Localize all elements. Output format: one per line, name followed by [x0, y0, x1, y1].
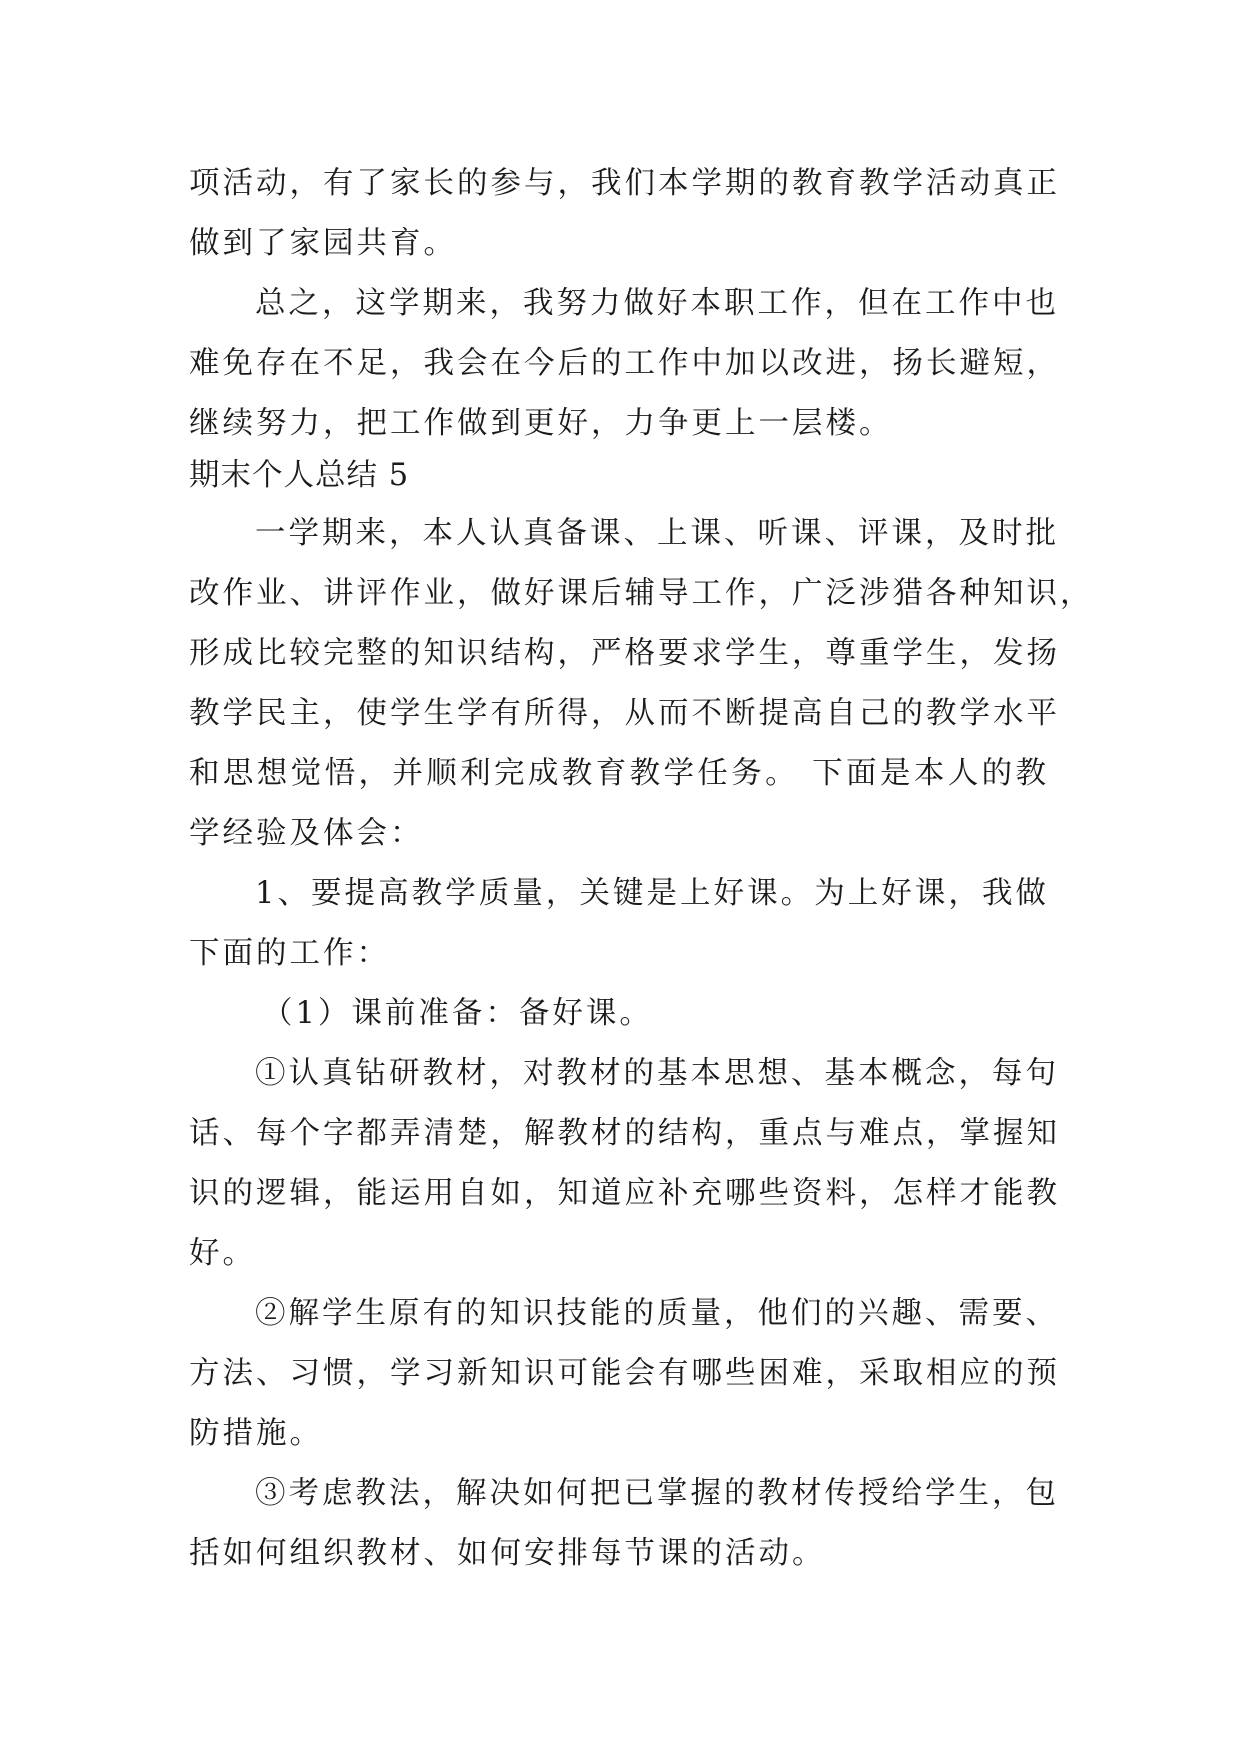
text-line: 教学民主，使学生学有所得，从而不断提高自己的教学水平	[189, 696, 1060, 731]
text-line: 做到了家园共育。	[189, 226, 457, 261]
text-line: 识的逻辑，能运用自如，知道应补充哪些资料，怎样才能教	[189, 1176, 1060, 1211]
text-line: ②解学生原有的知识技能的质量，他们的兴趣、需要、	[255, 1296, 1059, 1331]
text-line: 继续努力，把工作做到更好，力争更上一层楼。	[189, 406, 893, 441]
text-line: 难免存在不足，我会在今后的工作中加以改进，扬长避短，	[189, 346, 1060, 381]
text-line: 改作业、讲评作业，做好课后辅导工作，广泛涉猎各种知识，	[189, 576, 1094, 611]
text-line: 和思想觉悟，并顺利完成教育教学任务。 下面是本人的教	[189, 756, 1049, 791]
text-line: 项活动，有了家长的参与，我们本学期的教育教学活动真正	[189, 166, 1060, 201]
text-line: 话、每个字都弄清楚，解教材的结构，重点与难点，掌握知	[189, 1116, 1060, 1151]
text-line: 形成比较完整的知识结构，严格要求学生，尊重学生，发扬	[189, 636, 1060, 671]
text-line: 好。	[189, 1236, 256, 1271]
text-line: 一学期来，本人认真备课、上课、听课、评课，及时批	[255, 516, 1059, 551]
text-line: 下面的工作：	[189, 936, 390, 971]
text-line: （1）课前准备：备好课。	[262, 996, 653, 1031]
text-line: 方法、习惯，学习新知识可能会有哪些困难，采取相应的预	[189, 1356, 1060, 1391]
text-line: ③考虑教法，解决如何把已掌握的教材传授给学生，包	[255, 1476, 1059, 1511]
text-line: 防措施。	[189, 1416, 323, 1451]
section-heading: 期末个人总结 5	[189, 458, 410, 493]
text-line: ①认真钻研教材，对教材的基本思想、基本概念，每句	[255, 1056, 1059, 1091]
text-line: 1、要提高教学质量，关键是上好课。为上好课，我做	[255, 876, 1049, 911]
text-line: 括如何组织教材、如何安排每节课的活动。	[189, 1536, 826, 1571]
text-line: 学经验及体会：	[189, 816, 424, 851]
text-line: 总之，这学期来，我努力做好本职工作，但在工作中也	[255, 286, 1059, 321]
